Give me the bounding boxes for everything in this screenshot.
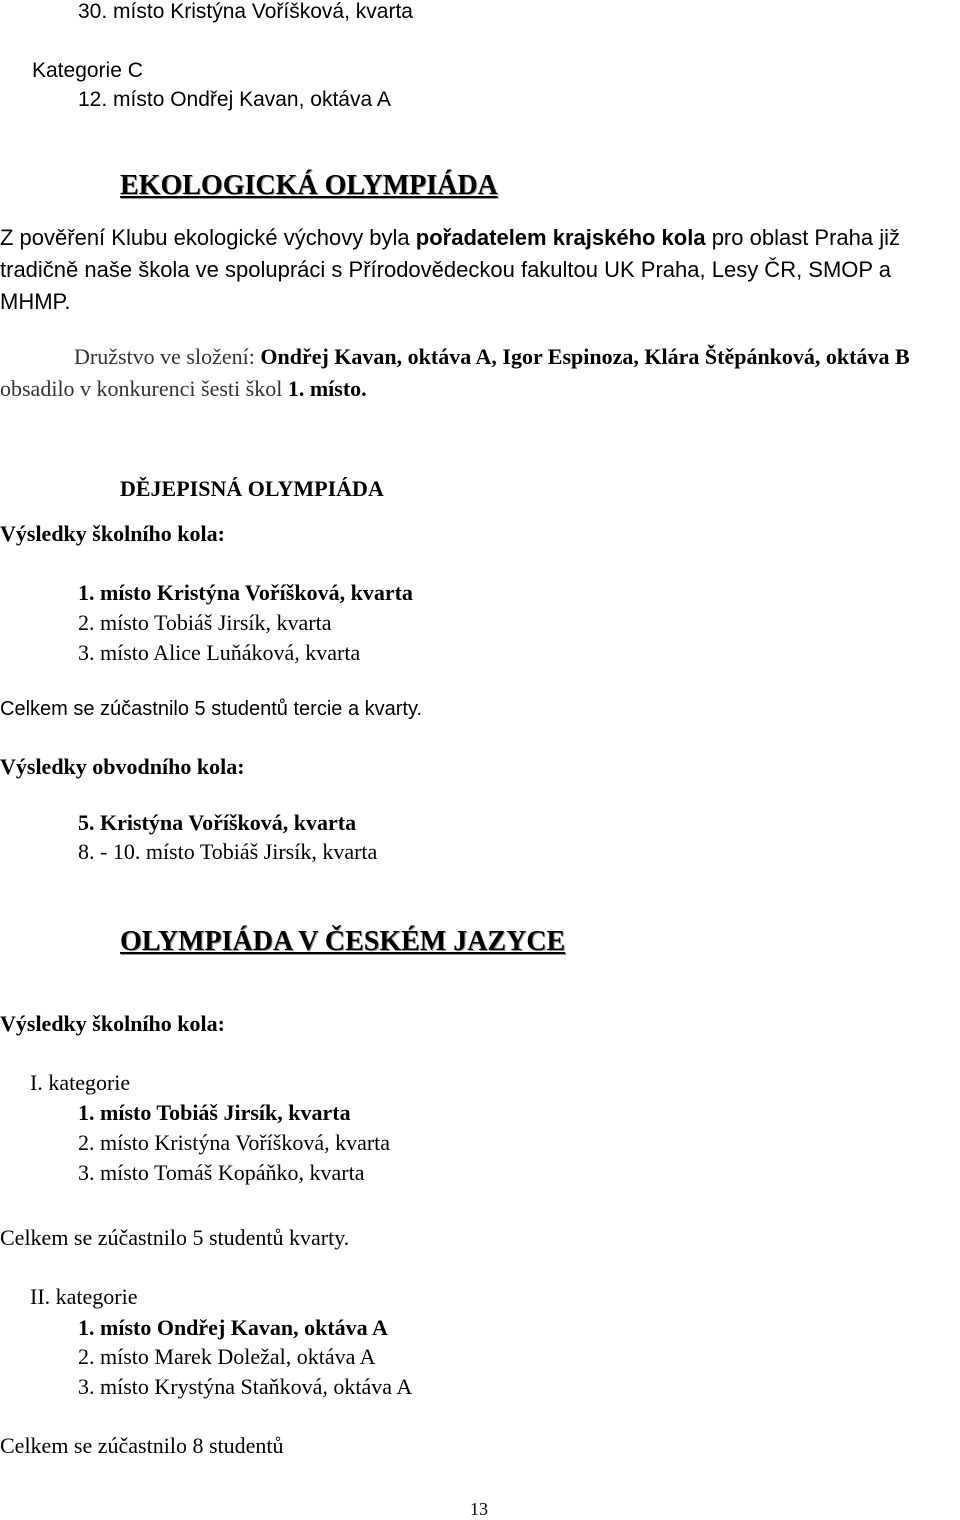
- eko-paragraph-1: [0, 222, 958, 318]
- results-label: Výsledky obvodního kola:: [0, 754, 245, 779]
- result-line: 2. místo Tobiáš Jirsík, kvarta: [78, 610, 332, 635]
- category-label: II. kategorie: [30, 1284, 138, 1309]
- result-line: 5. Kristýna Voříšková, kvarta: [78, 810, 357, 835]
- participation-note: Celkem se zúčastnilo 5 studentů kvarty.: [0, 1225, 350, 1250]
- category-label: I. kategorie: [30, 1070, 131, 1095]
- result-line: 1. místo Tobiáš Jirsík, kvarta: [78, 1100, 351, 1125]
- paragraph-emphasis: Ondřej Kavan, oktáva A, Igor Espinoza, Klára Štěpánková, oktáva B: [260, 344, 910, 369]
- section-heading-cj: OLYMPIÁDA V ČESKÉM JAZYCE: [120, 926, 566, 957]
- result-line: 1. místo Ondřej Kavan, oktáva A: [78, 1315, 388, 1340]
- result-line: 8. - 10. místo Tobiáš Jirsík, kvarta: [78, 839, 378, 864]
- result-line: 2. místo Marek Doležal, oktáva A: [78, 1344, 376, 1369]
- results-label: Výsledky školního kola:: [0, 1011, 225, 1036]
- section-heading-dej: DĚJEPISNÁ OLYMPIÁDA: [120, 476, 384, 501]
- results-label: Výsledky školního kola:: [0, 521, 225, 546]
- category-label: Kategorie C: [32, 59, 143, 82]
- result-line: 3. místo Krystýna Staňková, oktáva A: [78, 1374, 413, 1399]
- result-line: 2. místo Kristýna Voříšková, kvarta: [78, 1130, 391, 1155]
- participation-note: Celkem se zúčastnilo 5 studentů tercie a kvarty.: [0, 698, 423, 720]
- result-line: 3. místo Alice Luňáková, kvarta: [78, 640, 361, 665]
- result-line: 30. místo Kristýna Voříšková, kvarta: [78, 0, 413, 23]
- paragraph-text: pro oblast Praha již tradičně naše škola ve spolupráci s Přírodovědeckou fakultou UK Praha, Lesy ČR, SMOP a MHMP.: [0, 225, 901, 314]
- result-line: 1. místo Kristýna Voříšková, kvarta: [78, 580, 413, 605]
- page-number: 13: [470, 1499, 488, 1519]
- result-line: 12. místo Ondřej Kavan, oktáva A: [78, 88, 391, 111]
- eko-paragraph-2: [0, 341, 958, 405]
- paragraph-emphasis: 1. místo.: [287, 376, 367, 401]
- section-heading-eko: EKOLOGICKÁ OLYMPIÁDA: [120, 170, 498, 201]
- paragraph-text: Družstvo ve složení:: [74, 344, 261, 369]
- paragraph-text: Z pověření Klubu ekologické výchovy byla: [0, 225, 416, 250]
- paragraph-emphasis: pořadatelem krajského kola: [415, 225, 706, 250]
- result-line: 3. místo Tomáš Kopáňko, kvarta: [78, 1160, 365, 1185]
- paragraph-text: obsadilo v konkurenci šesti škol: [0, 376, 288, 401]
- participation-note: Celkem se zúčastnilo 8 studentů: [0, 1433, 284, 1458]
